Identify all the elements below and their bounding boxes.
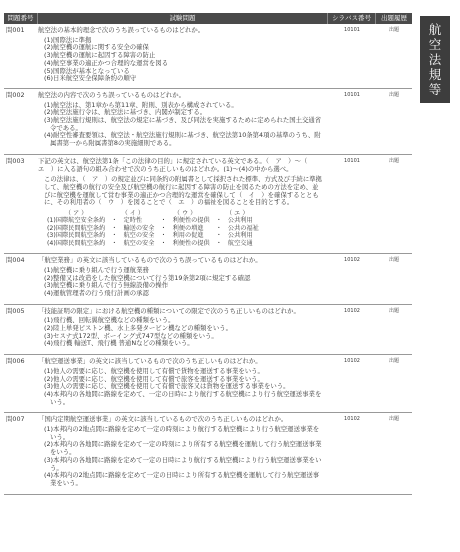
question-stem: 「航空運送事業」の英文に該当しているもので次のうち正しいものはどれか。 — [38, 357, 262, 366]
combination-cell: ・ — [215, 224, 222, 232]
combination-row — [44, 240, 262, 247]
answer-options — [44, 102, 324, 148]
answer-option: (3)セスナ式172型、ボーイング式747型などの種類をいう。 — [44, 331, 218, 340]
side-tab-char: 空 — [428, 37, 442, 52]
combination-row — [44, 232, 262, 239]
question-row — [4, 89, 412, 155]
answer-option: (1)本邦内の2地点間に路線を定めて一定の時刻により航行する航空機により行う航空運送事業をいう。 — [44, 425, 320, 441]
combination-cell: 利便性の提供 — [172, 239, 210, 247]
answer-option: (5)国際法が基本となっている — [44, 66, 130, 75]
combination-header: （ ウ ） — [173, 210, 197, 218]
question-body — [38, 158, 328, 249]
question-row — [4, 413, 412, 494]
question-rows — [4, 24, 412, 495]
answer-option: (4)本邦内の各地間に路線を定めて、一定の日時により航行する航空機により行う航空運送事業をいう。 — [44, 389, 322, 406]
answer-option: (2)航空法施行令は、航空法に基づき、内閣が制定する。 — [44, 108, 207, 117]
answer-options — [44, 317, 324, 348]
syllabus-number: 10101 — [344, 157, 360, 164]
answer-option: (4)運航管理者の行う飛行計画の承認 — [44, 288, 149, 297]
syllabus-number: 10101 — [344, 91, 360, 98]
question-row — [4, 155, 412, 254]
syllabus-number: 10101 — [344, 27, 360, 33]
question-number: 問003 — [6, 156, 25, 165]
question-row — [4, 24, 412, 89]
answer-options — [44, 426, 324, 488]
header-source: 出題履歴 — [381, 14, 407, 22]
question-stem: 「国内定期航空運送事業」の英文に該当しているもので次のうち正しいものはどれか。 — [38, 415, 288, 424]
syllabus-number: 10102 — [344, 307, 360, 314]
combination-header: （ エ ） — [226, 210, 249, 218]
question-number: 問006 — [6, 357, 25, 366]
answer-option: (3)他人の需要に応じ、航空機を使用して有償で旅客又は貨物を運送する事業をいう。 — [44, 382, 290, 391]
source-history: 出題 — [388, 416, 399, 423]
combination-cell: 輸送の安全 — [123, 224, 155, 232]
answer-option: (1)航空法は、第1章から第11章、附則、別表から構成されている。 — [44, 100, 238, 109]
answer-option: (3)本邦内の各地間に路線を定めて一定の日時により航行する航空機により行う航空運送事業をいう。 — [44, 455, 322, 472]
answer-option: (4)耐空性審査要領は、航空法・航空法施行規則に基づき、航空法第10条第4項の基準のうち、附属書第一から附属書第8の実施細則である。 — [44, 131, 321, 148]
syllabus-number: 10102 — [344, 257, 360, 264]
header-question: 試験問題 — [38, 13, 328, 24]
answer-option: (1)他人の需要に応じ、航空機を使用して有償で貨物を運送する事業をいう。 — [44, 366, 264, 375]
question-stem: 航空法の内容で次のうち誤っているものはどれか。 — [38, 90, 185, 99]
combination-cell: ・ — [215, 217, 222, 225]
source-history: 出題 — [388, 27, 399, 33]
answer-option: (4)航空事業の適正かつ合理的な運営を図る — [44, 58, 169, 67]
question-body — [38, 308, 328, 351]
side-tab-char: 規 — [428, 67, 442, 82]
combination-cell: 航空交通 — [227, 239, 253, 247]
answer-option: (1)航空機に乗り組んで行う運航業務 — [44, 265, 149, 274]
table-header — [4, 13, 412, 24]
combination-cell: ・ — [160, 232, 167, 240]
answer-options — [44, 267, 324, 298]
question-number: 問002 — [6, 90, 25, 99]
answer-option: (6)日米航空安全保障条約の順守 — [44, 74, 137, 83]
combination-cell: ・ — [111, 224, 118, 232]
question-body — [38, 27, 328, 85]
question-number: 問005 — [6, 306, 25, 315]
answer-option: (3)航空法施行規則は、航空法の規定に基づき、及び同法を実施するために定められた国土交通省令である。 — [44, 116, 322, 132]
combination-cell: ・ — [160, 224, 167, 232]
answer-option: (3)航空機に乗り組んで行う無線設備の操作 — [44, 281, 169, 290]
combination-cell: 公共の福祉 — [227, 224, 259, 232]
question-stem: 下記の英文は、航空法第1条「この法律の目的」に規定されている英文である。（ ア ）～（ エ ）に入る語句の組み合わせで次のうち正しいものはどれか。(1)～(4)の中から選べ。 — [38, 156, 314, 173]
combination-cell: ・ — [111, 239, 118, 247]
combination-cell: 利用の促進 — [172, 232, 204, 240]
combination-cell: (1)国際航空安全条約 — [47, 217, 106, 225]
answer-option: (4)本邦内の2地点間に路線を定めて一定の日時により所有する航空機を運航して行う航空運送事業をいう。 — [44, 471, 320, 487]
header-syllabus: シラバス番号 — [328, 13, 376, 24]
question-number: 問001 — [6, 26, 25, 34]
question-body — [38, 257, 328, 300]
answer-option: (2)陸上単発ピストン機、水上多発タービン機などの種類をいう。 — [44, 324, 232, 333]
source-history: 出題 — [388, 157, 399, 164]
source-history: 出題 — [388, 257, 399, 264]
source-history: 出題 — [388, 91, 399, 98]
answer-option: (2)整備又は改造をした航空機について行う第19条第2項に規定する確認 — [44, 273, 251, 282]
question-body — [38, 358, 328, 408]
combination-cell: ・ — [111, 232, 118, 240]
answer-option: (3)航空機の運航に起因する障害の防止 — [44, 51, 156, 60]
combination-cell: 利便性の提供 — [172, 217, 210, 225]
answer-combination-table — [44, 210, 262, 247]
combination-row — [44, 217, 262, 224]
answer-option: (2)本邦内の各地間に路線を定めて一定の時刻により所有する航空機を運航して行う航空運送事業をいう。 — [44, 440, 322, 457]
source-history: 出題 — [388, 307, 399, 314]
question-number: 問004 — [6, 256, 25, 265]
combination-cell: (2)国際民間航空条約 — [47, 224, 106, 232]
question-stem: 「技能証明の限定」における航空機の種類についての限定で次のうち正しいものはどれか。 — [38, 306, 300, 315]
combination-header: （ ア ） — [64, 210, 88, 218]
answer-options — [44, 368, 324, 407]
combination-cell: 定時性 — [123, 217, 143, 225]
combination-cell: ・ — [160, 239, 167, 247]
syllabus-number: 10102 — [344, 358, 360, 365]
syllabus-number: 10102 — [344, 416, 360, 423]
combination-cell: 航空の安全 — [123, 239, 155, 247]
combination-cell: ・ — [215, 232, 222, 240]
question-body — [38, 416, 328, 489]
combination-cell: (4)国際民間航空条約 — [47, 239, 106, 247]
question-sheet — [4, 13, 412, 495]
combination-cell: ・ — [160, 217, 167, 225]
question-stem: 「航空業務」の英文に該当しているもので次のうち誤っているものはどれか。 — [38, 256, 262, 265]
combination-cell: 航空の安全 — [123, 232, 155, 240]
answer-option: (2)航空機の運航に関する安全の確保 — [44, 43, 149, 52]
answer-option: (1)飛行機、回転翼航空機などの種類をいう。 — [44, 316, 175, 325]
question-paragraph: この法律は、（ ア ）の規定並びに同条約の附属書として採択された標準、方式及び手続に準拠して、航空機の航行の安全及び航空機の航行に起因する障害の防止を図るための方法を定め、並びに航空機を運航して営む事業の適正かつ合理的な運営を確保して（ イ ）を確保するとともに、その利用者の（ ウ ）を図ることで（ エ ）の福祉を図ることを目的とする。 — [44, 175, 322, 207]
question-row — [4, 355, 412, 413]
question-row — [4, 305, 412, 356]
side-tab-char: 法 — [428, 52, 442, 67]
source-history: 出題 — [388, 358, 399, 365]
combination-cell: ・ — [215, 239, 222, 247]
combination-header: （ イ ） — [121, 210, 145, 218]
side-tab-char: 航 — [428, 22, 442, 37]
combination-cell: (3)国際民間航空条約 — [47, 232, 106, 240]
combination-cell: 公共利用 — [227, 232, 253, 240]
combination-cell: ・ — [111, 217, 118, 225]
question-body — [38, 92, 328, 150]
answer-options — [44, 37, 324, 83]
answer-option: (2)他人の需要に応じ、航空機を使用して有償で旅客を運送する事業をいう。 — [44, 374, 264, 383]
question-number: 問007 — [6, 415, 25, 424]
answer-option: (4)飛行機 輸送T、飛行機 普通Nなどの種類をいう。 — [44, 339, 194, 348]
question-row — [4, 254, 412, 305]
answer-option: (1)国際法に準拠 — [44, 35, 92, 44]
chapter-side-tab — [420, 16, 450, 103]
combination-cell: 利便の増進 — [172, 224, 204, 232]
header-num: 問題番号 — [4, 13, 38, 24]
side-tab-char: 等 — [428, 82, 442, 97]
question-stem: 航空法の基本的理念で次のうち誤っているものはどれか。 — [38, 26, 205, 34]
combination-cell: 公共利用 — [227, 217, 253, 225]
